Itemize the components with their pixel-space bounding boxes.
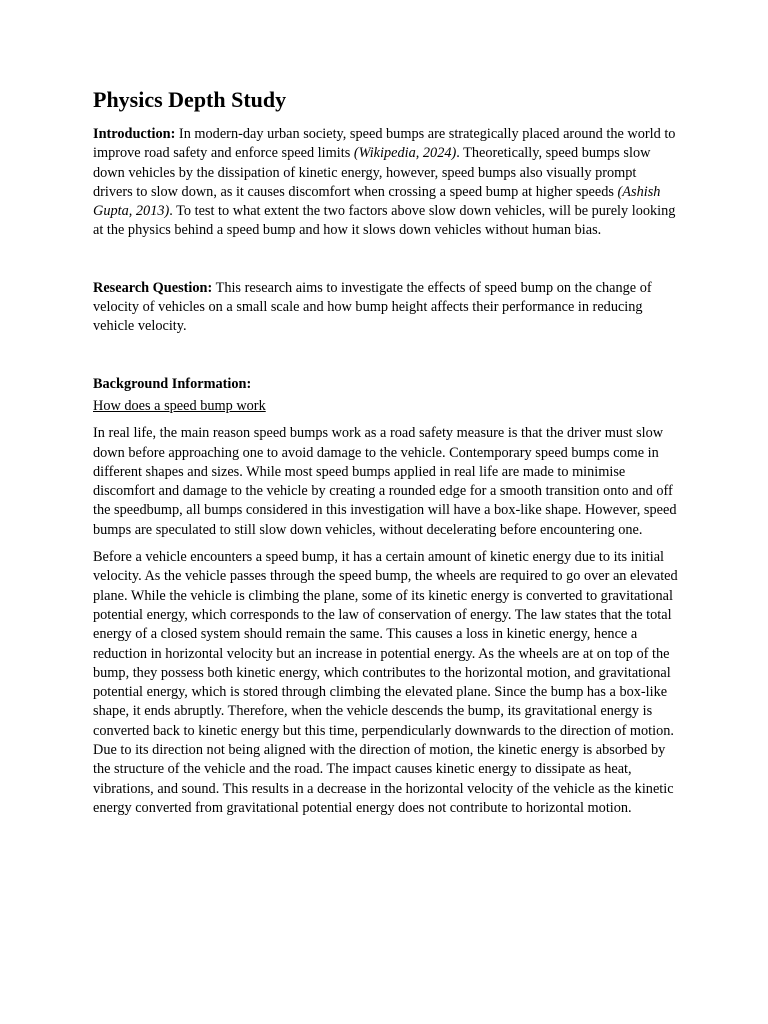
introduction-text-1: In modern-day urban society, speed bumps are strategically placed around the world to improve road safety and enforce speed limits [93,126,676,162]
document-page [93,86,679,818]
introduction-label: Introduction: [93,126,176,142]
page-title: Physics Depth Study [93,87,287,112]
introduction-text-2: . Theoretically, speed bumps slow down vehicles by the dissipation of kinetic energy, however, speed bumps also visually prompt drivers to slow down, as it causes discomfort when crossing a speed bump at higher speeds [93,145,651,200]
background-subheading-paragraph [93,397,679,416]
research-question-paragraph [93,279,679,337]
introduction-paragraph [93,125,679,241]
introduction-text-3: . To test to what extent the two factors above slow down vehicles, will be purely looking at the physics behind a speed bump and how it slows down vehicles without human bias. [93,203,676,239]
background-label: Background Information: [93,375,252,392]
introduction-citation-2: (Ashish Gupta, 2013) [93,183,661,220]
research-question-text: This research aims to investigate the effects of speed bump on the change of velocity of vehicles on a small scale and how bump height affects their performance in reducing vehicle velocity. [93,279,652,335]
background-paragraph-1: In real life, the main reason speed bumps work as a road safety measure is that the driver must slow down before approaching one to avoid damage to the vehicle. Contemporary speed bumps come in different shapes and sizes. While most speed bumps applied in real life are made to minimise discomfort and damage to the vehicle by creating a rounded edge for a smooth transition onto and off the speedbump, all bumps considered in this investigation will have a box-like shape. However, speed bumps are speculated to still slow down vehicles, without decelerating before encountering one. [93,425,677,538]
research-question-label: Research Question: [93,279,213,296]
introduction-citation-1: (Wikipedia, 2024) [353,145,457,162]
background-paragraph-2: Before a vehicle encounters a speed bump, it has a certain amount of kinetic energy due to its initial velocity. As the vehicle passes through the speed bump, the wheels are required to go over an elevated plane. While the vehicle is climbing the plane, some of its kinetic energy is converted to gravitational potential energy, which corresponds to the law of conservation of energy. The law states that the total energy of a closed system should remain the same. This causes a loss in kinetic energy, hence a reduction in horizontal velocity but an increase in potential energy. As the wheels are at on top of the bump, they possess both kinetic energy, which contributes to the horizontal motion, and gravitational potential energy, which is stored through climbing the elevated plane. Since the bump has a box-like shape, it ends abruptly. Therefore, when the vehicle descends the bump, its gravitational energy is converted back to kinetic energy but this time, perpendicularly downwards to the direction of motion. Due to its direction not being aligned with the direction of motion, the kinetic energy is absorbed by the structure of the vehicle and the road. The impact causes kinetic energy to dissipate as heat, vibrations, and sound. This results in a decrease in the horizontal velocity of the vehicle as the kinetic energy converted from gravitational potential energy does not contribute to horizontal motion. [93,549,678,816]
background-heading-paragraph [93,375,679,394]
background-subheading: How does a speed bump work [93,397,266,414]
